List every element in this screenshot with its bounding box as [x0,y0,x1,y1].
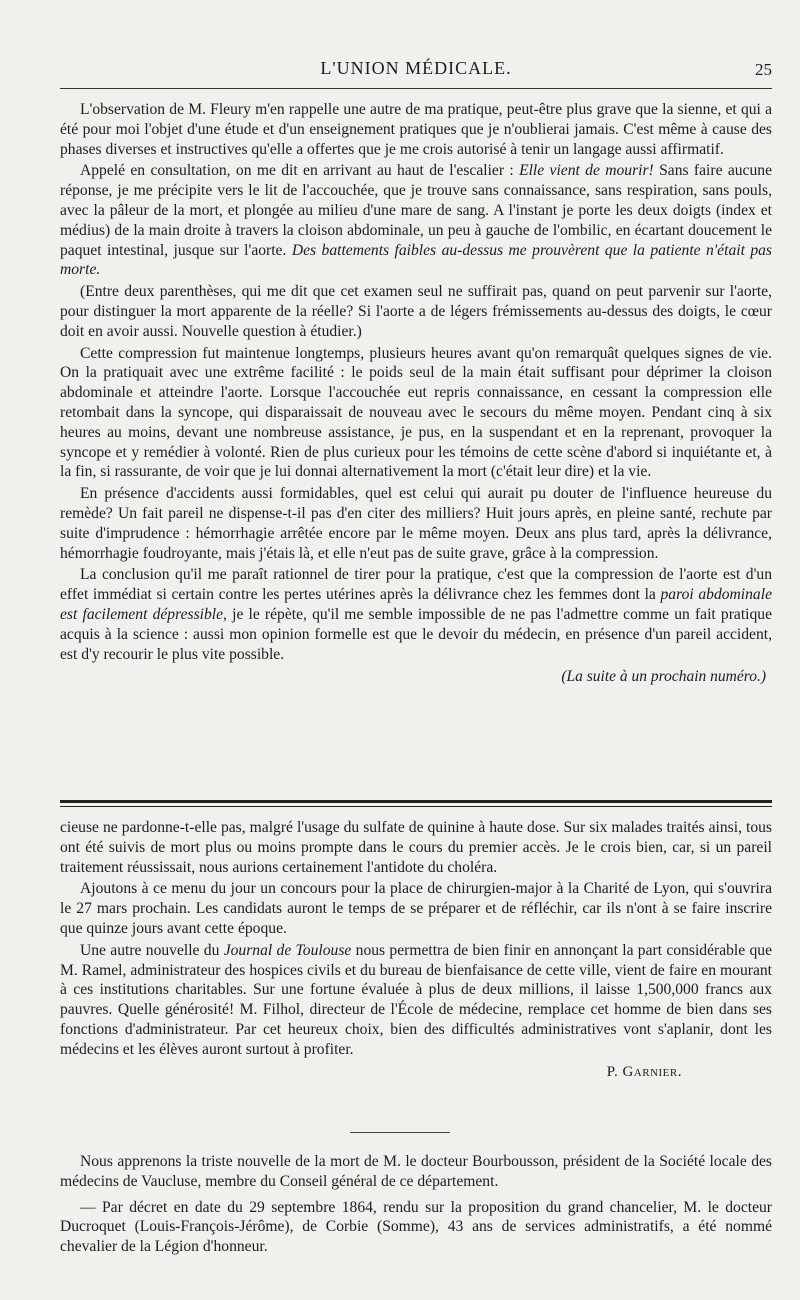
section-rule [60,806,772,807]
header-rule [60,88,772,89]
paragraph [60,941,772,1060]
paragraph-text: Appelé en consultation, on me dit en arrivant au haut de l'escalier : [80,162,514,180]
page-header [60,56,772,86]
news-body [60,1152,772,1257]
paragraph-text: , je le répète, qu'il me semble impossible de ne pas l'admettre comme un fait pratique acquis à la science : aussi mon opinion formelle est que le devoir du médecin, en présence d'un pareil accident, est d'y recourir le plus vite possible. [60,605,772,663]
news-item: — Par décret en date du 29 septembre 1864, rendu sur la proposition du grand chancelier, M. le docteur Ducroquet (Louis-François-Jérôme), de Corbie (Somme), 43 ans de services administratifs, a été nommé chevalier de la Légion d'honneur. [60,1198,772,1256]
chronicle-body [60,818,772,1081]
italic-quote: Elle vient de mourir! [519,162,654,180]
page-number: 25 [755,60,772,79]
paragraph: cieuse ne pardonne-t-elle pas, malgré l'usage du sulfate de quinine à haute dose. Sur six malades traités ainsi, tous ont été suivis de mort plus ou moins prompte dans le cours du premier accès. Je le crois bien, car, si un pareil traitement réussissait, nous aurions certainement l'antidote du choléra. [60,819,772,876]
paragraph: (Entre deux parenthèses, qui me dit que cet examen seul ne suffirait pas, quand on peut parvenir sur l'aorte, pour distinguer la mort apparente de la réelle? Si l'aorte a de légers frémissements au-dessus des doigts, le cœur doit en avoir aussi. Nouvelle question à étudier.) [60,283,772,340]
paragraph: En présence d'accidents aussi formidables, quel est celui qui aurait pu douter de l'influence heureuse du remède? Un fait pareil ne dispense-t-il pas d'en citer des milliers? Huit jours après, en pleine santé, rechute par suite d'imprudence : hémorrhagie arrêtée encore par le même moyen. Deux ans plus tard, après la délivrance, hémorrhagie foudroyante, mais j'étais là, et elle n'eut pas de suite grave, grâce à la compression. [60,485,772,562]
paragraph-text: Sans faire aucune réponse, je me précipite vers le lit de l'accouchée, que je trouve sans connaissance, sans respiration, sans pouls, avec la pâleur de la mort, et plongée au milieu d'une mare de sang. A l'instant je porte les deux doigts (index et médius) de la main droite à travers la cloison abdominale, un peu à gauche de l'ombilic, en écartant doucement le paquet intestinal, jusque sur l'aorte. [60,162,772,259]
paragraph [60,161,772,280]
italic-quote: Des battements faibles au-dessus me prouvèrent que la patiente n'était pas morte. [60,241,773,279]
section-rule [60,800,772,803]
paragraph-text: Une autre nouvelle du [80,941,220,959]
paragraph [60,565,772,664]
running-title: L'UNION MÉDICALE. [320,58,512,78]
paragraph-text: nous permettra de bien finir en annonçant la part considérable que M. Ramel, administrateur des hospices civils et du bureau de bienfaisance de cette ville, vient de faire en mourant à ces institutions charitables. Sur une fortune évaluée à plus de deux millions, il laisse 1,500,000 francs aux pauvres. Quelle générosité! M. Filhol, directeur de l'École de médecine, remplace cet homme de bien dans ses fonctions d'administrateur. Par cet heureux choix, bien des difficultés administratives vont s'aplanir, dont les médecins et les élèves auront surtout à profiter. [60,941,772,1058]
paragraph: Ajoutons à ce menu du jour un concours pour la place de chirurgien-major à la Charité de Lyon, qui s'ouvrira le 27 mars prochain. Les candidats auront le temps de se préparer et de réfléchir, car ils n'ont à se faire inscrire que quinze jours avant cette époque. [60,880,772,937]
paragraph: Cette compression fut maintenue longtemps, plusieurs heures avant qu'on remarquât quelques signes de vie. On la pratiquait avec une extrême facilité : le poids seul de la main était suffisant pour déprimer la cloison abdominale et atteindre l'aorte. Lorsque l'accouchée eut repris connaissance, en cessant la compression elle retombait dans la syncope, qui disparaissait de nouveau avec le secours du même moyen. Pendant cinq à six heures au moins, devant une nombreuse assistance, je pus, en la suspendant et en la reprenant, provoquer la syncope et y remédier à volonté. Rien de plus curieux pour les témoins de cette scène d'abord si inquiétante et, à la fin, si rassurante, de voir que je lui donnai alternativement la mort (c'était leur dire) et la vie. [60,344,772,481]
paragraph: L'observation de M. Fleury m'en rappelle une autre de ma pratique, peut-être plus grave que la sienne, et qui a été pour moi l'objet d'une étude et d'un enseignement pratiques que je n'oublierai jamais. C'est même à cause des phases diverses et instructives qu'elle a offertes que je me crois autorisé à tenir un langage aussi affirmatif. [60,101,772,158]
continued-note: (La suite à un prochain numéro.) [561,668,766,686]
divider-rule [350,1132,450,1133]
news-item: Nous apprenons la triste nouvelle de la mort de M. le docteur Bourbousson, président de la Société locale des médecins de Vaucluse, membre du Conseil général de ce département. [60,1153,772,1190]
article-body [60,100,772,686]
italic-phrase: paroi abdominale est facilement dépressible [60,586,772,623]
author-signature: P. Garnier. [606,1063,682,1080]
paragraph-text: La conclusion qu'il me paraît rationnel de tirer pour la pratique, c'est que la compression de l'aorte est d'un effet immédiat si certain contre les pertes utérines après la délivrance chez les femmes dont la [60,566,772,604]
journal-name: Journal de Toulouse [223,941,352,959]
